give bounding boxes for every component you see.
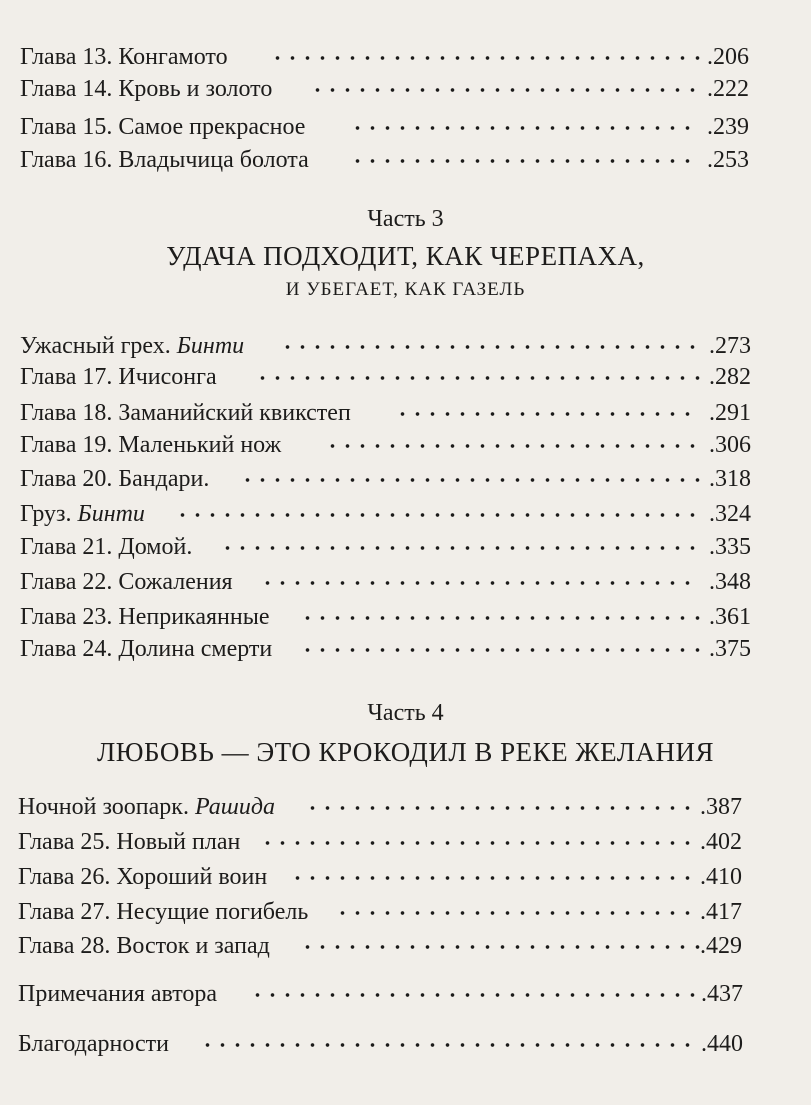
- entry-title: Груз. Бинти: [20, 501, 145, 527]
- leader-dots: [240, 476, 700, 484]
- page-number: .437: [701, 981, 743, 1007]
- leader-dots: [350, 124, 700, 132]
- page-number: .417: [700, 899, 742, 925]
- leader-dots: [175, 511, 700, 519]
- toc-entry: [0, 1027, 811, 1061]
- toc-entry: [0, 428, 811, 462]
- leader-dots: [220, 544, 700, 552]
- page-number: .206: [707, 44, 749, 70]
- page-number: .402: [700, 829, 742, 855]
- page-number: .291: [709, 400, 751, 426]
- toc-entry: [0, 497, 811, 531]
- page-number: .222: [707, 76, 749, 102]
- entry-title: Глава 25. Новый план: [18, 829, 241, 855]
- toc-entry: [0, 929, 811, 963]
- page-number: .253: [707, 147, 749, 173]
- leader-dots: [395, 410, 700, 418]
- leader-dots: [250, 991, 700, 999]
- leader-dots: [350, 157, 700, 165]
- page-number: .440: [701, 1031, 743, 1057]
- toc-entry: [0, 143, 811, 177]
- leader-dots: [300, 646, 700, 654]
- toc-entry: [0, 40, 811, 74]
- toc-entry: [0, 632, 811, 666]
- entry-title: Глава 27. Несущие погибель: [18, 899, 309, 925]
- page-number: .361: [709, 604, 751, 630]
- entry-title: Глава 14. Кровь и золото: [20, 76, 273, 102]
- leader-dots: [255, 374, 700, 382]
- entry-title: Ужасный грех. Бинти: [20, 333, 245, 359]
- entry-author: Бинти: [176, 333, 245, 359]
- toc-entry: [0, 360, 811, 394]
- entry-title: Глава 26. Хороший воин: [18, 864, 268, 890]
- entry-title: Глава 24. Долина смерти: [20, 636, 273, 662]
- entry-title: Глава 19. Маленький нож: [20, 432, 282, 458]
- toc-entry: [0, 110, 811, 144]
- leader-dots: [325, 442, 700, 450]
- part-label: Часть 4: [367, 700, 444, 726]
- entry-title: Примечания автора: [18, 981, 218, 1007]
- page-number: .429: [700, 933, 742, 959]
- entry-title: Глава 22. Сожаления: [20, 569, 233, 595]
- page-number: .375: [709, 636, 751, 662]
- entry-title: Глава 17. Ичисонга: [20, 364, 217, 390]
- leader-dots: [300, 943, 700, 951]
- page-number: .410: [700, 864, 742, 890]
- toc-entry: [0, 860, 811, 894]
- entry-title: Глава 13. Конгамото: [20, 44, 228, 70]
- page-number: .387: [700, 794, 742, 820]
- page-number: .239: [707, 114, 749, 140]
- part-title: УДАЧА ПОДХОДИТ, КАК ЧЕРЕПАХА,: [166, 241, 645, 271]
- toc-entry: [0, 895, 811, 929]
- leader-dots: [310, 86, 700, 94]
- leader-dots: [200, 1041, 700, 1049]
- toc-entry: [0, 72, 811, 106]
- leader-dots: [300, 614, 700, 622]
- leader-dots: [335, 909, 700, 917]
- page-number: .348: [709, 569, 751, 595]
- entry-title: Глава 15. Самое прекрасное: [20, 114, 306, 140]
- entry-title: Глава 18. Заманийский квикстеп: [20, 400, 351, 426]
- page-number: .318: [709, 466, 751, 492]
- leader-dots: [280, 343, 700, 351]
- entry-title: Глава 20. Бандари.: [20, 466, 210, 492]
- leader-dots: [270, 54, 700, 62]
- entry-title: Благодарности: [18, 1031, 169, 1057]
- part-title: ЛЮБОВЬ — ЭТО КРОКОДИЛ В РЕКЕ ЖЕЛАНИЯ: [96, 737, 715, 767]
- entry-title: Глава 28. Восток и запад: [18, 933, 270, 959]
- toc-entry: [0, 825, 811, 859]
- page-number: .306: [709, 432, 751, 458]
- leader-dots: [305, 804, 700, 812]
- toc-entry: [0, 790, 811, 824]
- entry-title: Глава 16. Владычица болота: [20, 147, 309, 173]
- toc-entry: [0, 565, 811, 599]
- leader-dots: [260, 839, 700, 847]
- toc-entry: [0, 462, 811, 496]
- toc-entry: [0, 329, 811, 363]
- entry-author: Рашида: [194, 794, 275, 820]
- entry-title: Глава 21. Домой.: [20, 534, 193, 560]
- entry-author: Бинти: [77, 501, 145, 527]
- page-number: .335: [709, 534, 751, 560]
- page-number: .273: [709, 333, 751, 359]
- entry-title: Ночной зоопарк. Рашида: [18, 794, 275, 820]
- toc-entry: [0, 530, 811, 564]
- page-number: .282: [709, 364, 751, 390]
- part-subtitle: И УБЕГАЕТ, КАК ГАЗЕЛЬ: [285, 279, 526, 300]
- toc-entry: [0, 600, 811, 634]
- page-number: .324: [709, 501, 751, 527]
- toc-entry: [0, 977, 811, 1011]
- leader-dots: [260, 579, 700, 587]
- toc-entry: [0, 396, 811, 430]
- entry-title: Глава 23. Неприкаянные: [20, 604, 270, 630]
- leader-dots: [290, 874, 700, 882]
- part-label: Часть 3: [367, 206, 444, 232]
